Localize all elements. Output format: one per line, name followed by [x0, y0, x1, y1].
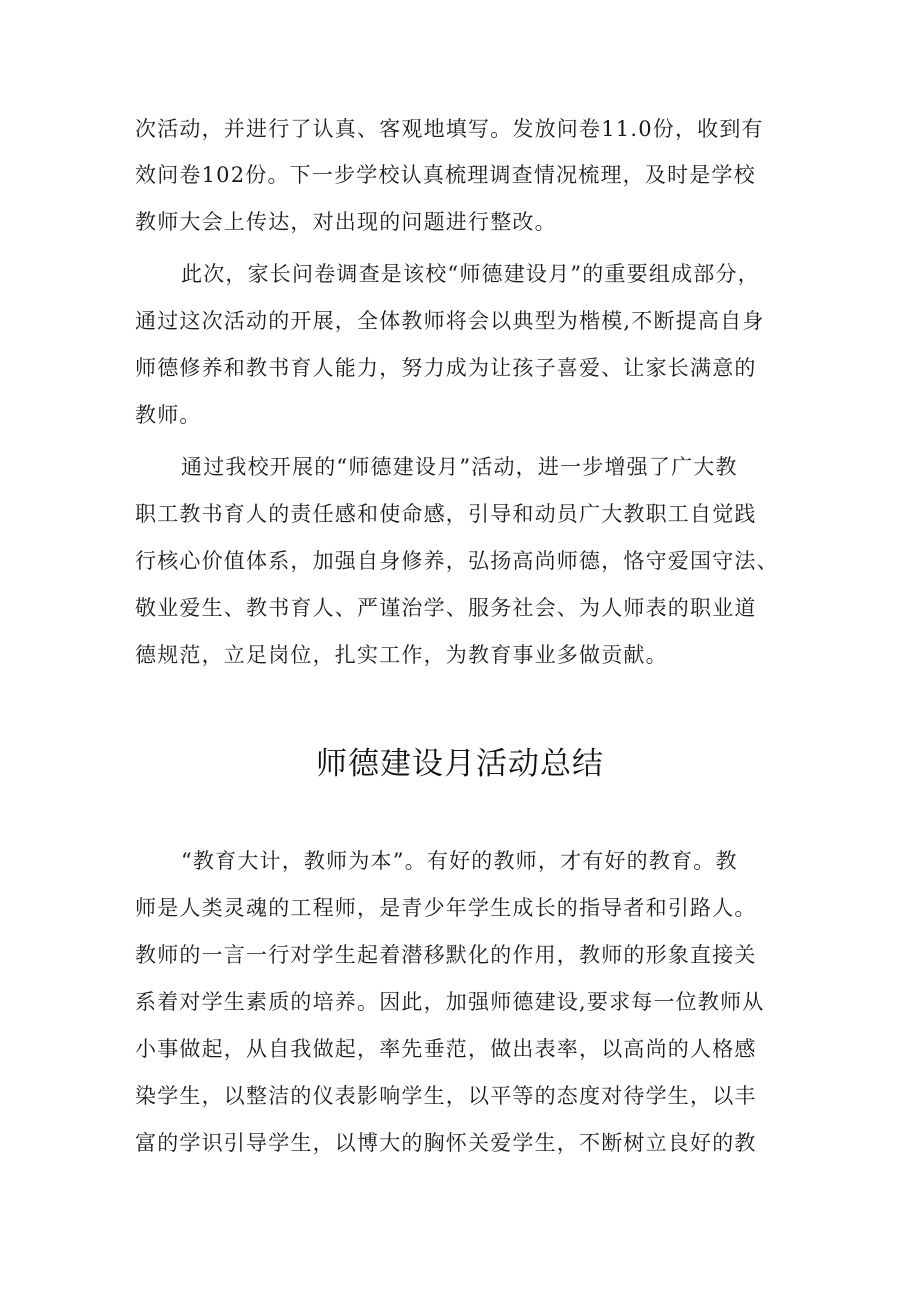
text-line: 师是人类灵魂的工程师，是青少年学生成长的指导者和引路人。	[135, 896, 757, 920]
text-line: 教师的一言一行对学生起着潜移默化的作用，教师的形象直接关	[135, 943, 757, 967]
text-line: 教师。	[135, 403, 202, 427]
text-line: 师德修养和教书育人能力，努力成为让孩子喜爱、让家长满意的	[135, 356, 757, 380]
text-line: 系着对学生素质的培养。因此，加强师德建设,要求每一位教师从	[135, 990, 765, 1014]
text-line: 染学生，以整洁的仪表影响学生，以平等的态度对待学生，以丰	[135, 1084, 757, 1108]
section-title: 师德建设月活动总结	[316, 746, 604, 782]
text-line: 通过我校开展的“师德建设月”活动，进一步增强了广大教	[181, 455, 738, 479]
text-line: 教师大会上传达，对出现的问题进行整改。	[135, 210, 557, 234]
text-line: 小事做起，从自我做起，率先垂范，做出表率，以高尚的人格感	[135, 1037, 757, 1061]
text-line: 职工教书育人的责任感和使命感，引导和动员广大教职工自觉践	[135, 502, 757, 526]
text-line: “教育大计，教师为本”。有好的教师，才有好的教育。教	[181, 849, 738, 873]
text-line: 次活动，并进行了认真、客观地填写。发放问卷11.0份，收到有	[135, 117, 764, 141]
text-line: 通过这次活动的开展，全体教师将会以典型为楷模,不断提高自身	[135, 309, 765, 333]
text-line: 行核心价值体系，加强自身修养，弘扬高尚师德，恪守爱国守法、	[135, 549, 779, 573]
text-line: 此次，家长问卷调查是该校“师德建设月”的重要组成部分，	[181, 262, 760, 286]
text-line: 敬业爱生、教书育人、严谨治学、服务社会、为人师表的职业道	[135, 596, 757, 620]
text-line: 富的学识引导学生，以博大的胸怀关爱学生，不断树立良好的教	[135, 1131, 757, 1155]
text-line: 德规范，立足岗位，扎实工作，为教育事业多做贡献。	[135, 643, 668, 667]
text-line: 效问卷102份。下一步学校认真梳理调查情况梳理，及时是学校	[135, 163, 756, 187]
